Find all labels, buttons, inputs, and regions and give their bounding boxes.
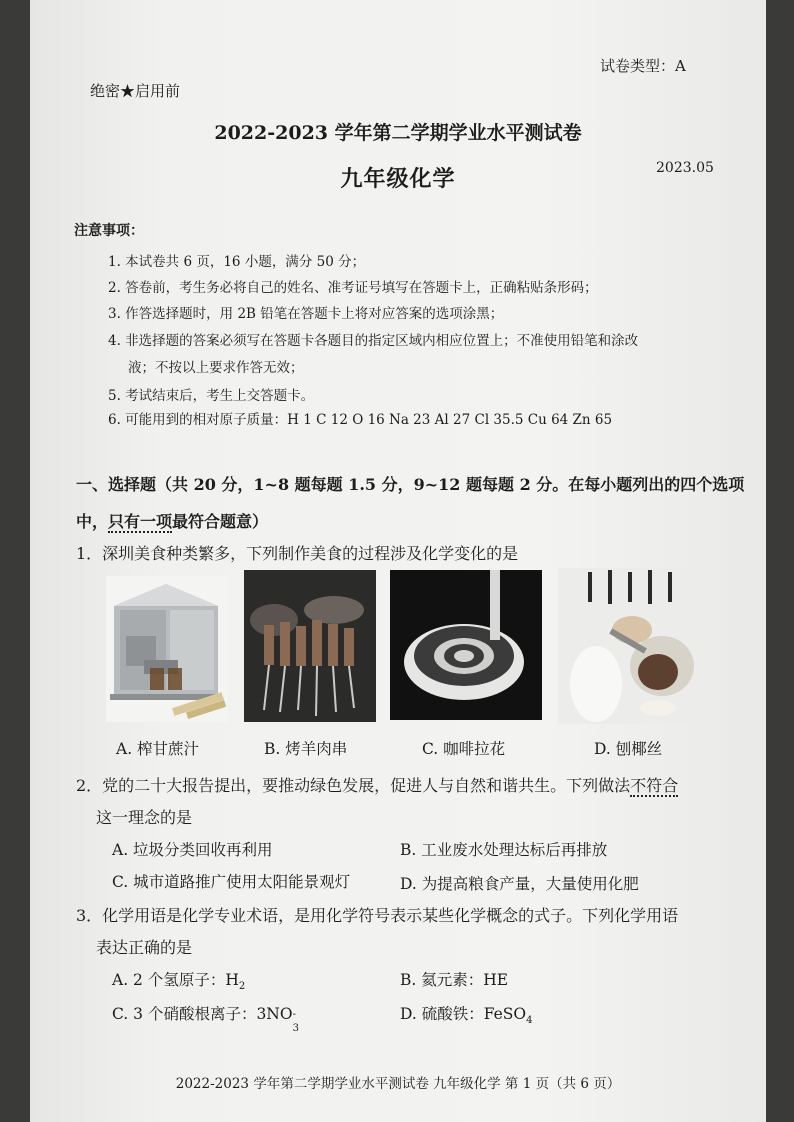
section-heading-line2 [76,509,268,532]
q1-option-b: B. 烤羊肉串 [264,740,348,758]
q1-stem: 1．深圳美食种类繁多，下列制作美食的过程涉及化学变化的是 [76,544,519,563]
subscript: 3 [292,1023,299,1034]
q3-stem: 3．化学用语是化学专业术语，是用化学符号表示某些化学概念的式子。下列化学用语 [76,906,679,925]
superscript: - [292,1009,296,1020]
notice-item: 1. 本试卷共 6 页，16 小题，满分 50 分； [108,254,366,270]
notice-item: 2. 答卷前，考生务必将自己的姓名、准考证号填写在答题卡上，正确粘贴条形码； [108,280,598,296]
q3-option-c [112,1002,301,1034]
q2-option-a: A. 垃圾分类回收再利用 [112,841,273,859]
option-text: A. 2 个氢原子：H [112,971,239,989]
confidential-mark: 绝密★启用前 [90,82,181,100]
option-text: D. 硫酸铁：FeSO [400,1005,527,1023]
option-text: C. 3 个硝酸根离子：3NO [112,1005,293,1023]
juicer-image [106,576,228,722]
page-footer: 2022-2023 学年第二学期学业水平测试卷 九年级化学 第 1 页（共 6 页） [175,1076,621,1092]
coconut-image [558,568,704,724]
skewer-image [244,570,376,722]
q3-option-a [112,968,245,992]
notice-item: 4. 非选择题的答案必须写在答题卡各题目的指定区域内相应位置上；不准使用铅笔和涂改 [108,333,639,349]
emphasis-text: 不符合 [630,776,679,795]
exam-subtitle: 九年级化学 [340,166,456,192]
q3-stem-line2: 表达正确的是 [96,938,193,957]
heading-text: 最符合题意） [172,512,269,531]
q2-stem-line2: 这一理念的是 [96,808,193,827]
paper-type: 试卷类型：A [600,57,686,75]
q1-option-a: A. 榨甘蔗汁 [116,740,200,758]
exam-date: 2023.05 [656,160,714,176]
subscript: 2 [238,981,246,993]
q2-option-c: C. 城市道路推广使用太阳能景观灯 [112,873,351,891]
q2-stem-text: 2．党的二十大报告提出，要推动绿色发展，促进人与自然和谐共生。下列做法 [76,776,631,795]
q1-option-c: C. 咖啡拉花 [422,740,506,758]
q2-option-b: B. 工业废水处理达标后再排放 [400,841,608,859]
exam-page [30,0,766,1122]
subscript: 4 [526,1015,533,1027]
q3-option-d [400,1002,533,1026]
heading-text: 中， [76,512,109,531]
q2-stem [76,773,678,796]
notice-item: 6. 可能用到的相对原子质量：H 1 C 12 O 16 Na 23 Al 27 Cl 35.5 Cu 64 Zn 65 [108,412,613,428]
notice-item: 5. 考试结束后，考生上交答题卡。 [108,388,315,404]
q1-option-d: D. 刨椰丝 [594,740,663,758]
section-heading: 一、选择题（共 20 分，1~8 题每题 1.5 分，9~12 题每题 2 分。在每小题列出的四个选项 [76,475,745,494]
q2-option-d: D. 为提高粮食产量，大量使用化肥 [400,875,639,893]
notice-item: 液；不按以上要求作答无效； [128,360,304,376]
emphasis-text: 只有一项 [108,512,173,531]
coffee-image [390,570,542,720]
q3-option-b: B. 氦元素：HE [400,971,509,989]
exam-title: 2022-2023 学年第二学期学业水平测试卷 [214,122,582,144]
notice-heading: 注意事项： [74,223,144,239]
notice-item: 3. 作答选择题时，用 2B 铅笔在答题卡上将对应答案的选项涂黑； [108,306,504,322]
